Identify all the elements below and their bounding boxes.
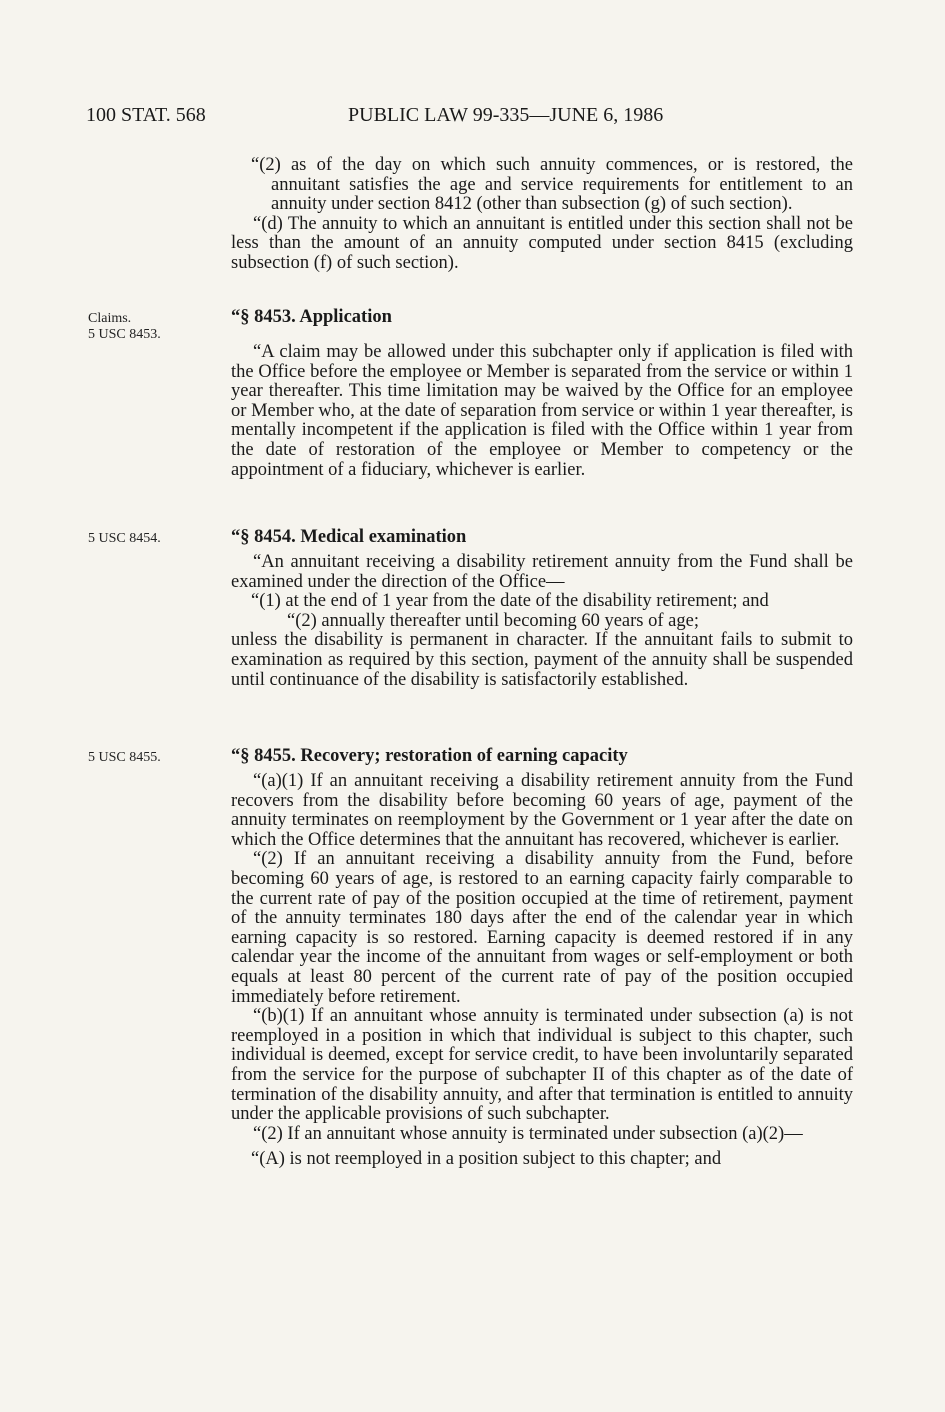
section-8455 bbox=[231, 746, 853, 1170]
section-8453 bbox=[231, 307, 853, 480]
page-header bbox=[86, 104, 855, 134]
paragraph-b2: “(2) If an annuitant whose annuity is terminated under subsection (a)(2)— bbox=[253, 1123, 803, 1144]
section-8454 bbox=[231, 527, 853, 690]
paragraph-b1: “(b)(1) If an annuitant whose annuity is terminated under subsection (a) is not reemployed in a position in which that individual is subject to this chapter, such individual is deemed, except for service credit, to have been involuntarily separated from the service for the purpose of subchapter II of this chapter as of the date of termination of the disability annuity, and after that termination is entitled to annuity under the applicable provisions of such subchapter. bbox=[231, 1006, 853, 1125]
paragraph-b2-A: “(A) is not reemployed in a position subject to this chapter; and bbox=[251, 1149, 722, 1170]
section-heading-8454: “§ 8454. Medical examination bbox=[231, 527, 467, 547]
paragraph-c2: “(2) as of the day on which such annuity commences, or is restored, the annuitant satisfies the age and service requirements for entitlement to an annuity under section 8412 (other than subsection (g) of such section). bbox=[251, 155, 853, 215]
paragraph-8454-intro: “An annuitant receiving a disability retirement annuity from the Fund shall be examined under the direction of the Office— bbox=[231, 552, 853, 592]
law-title-date: PUBLIC LAW 99-335—JUNE 6, 1986 bbox=[348, 104, 664, 126]
paragraph-8454-2: “(2) annually thereafter until becoming 60 years of age; bbox=[287, 610, 699, 631]
paragraph-a2: “(2) If an annuitant receiving a disability annuity from the Fund, before becoming 60 years of age, is restored to an earning capacity fairly comparable to the current rate of pay of the position occupied at the time of retirement, payment of the annuity terminates 180 days after the end of the calendar year in which earning capacity is so restored. Earning capacity is deemed restored if in any calendar year the income of the annuitant from wages or self-employment or both equals at least 80 percent of the current rate of pay of the position occupied immediately before retirement. bbox=[231, 849, 853, 1007]
margin-note-8455: 5 USC 8455. bbox=[88, 750, 161, 765]
paragraph-a1: “(a)(1) If an annuitant receiving a disability retirement annuity from the Fund recovers from the disability before becoming 60 years of age, payment of the annuity terminates on reemployment by the Government or 1 year after the date on which the Office determines that the annuitant has recovered, whichever is earlier. bbox=[231, 771, 853, 850]
stat-page-ref: 100 STAT. 568 bbox=[86, 104, 206, 126]
section-heading-8453: “§ 8453. Application bbox=[231, 307, 392, 327]
margin-note-claims: Claims. 5 USC 8453. bbox=[88, 311, 161, 342]
paragraph-8454-tail: unless the disability is permanent in character. If the annuitant fails to submit to examination as required by this section, payment of the annuity shall be suspended until continuance of the disability is satisfactorily established. bbox=[231, 630, 853, 690]
body-block-top bbox=[231, 156, 853, 274]
paragraph-d: “(d) The annuity to which an annuitant is entitled under this section shall not be less than the amount of an annuity computed under section 8415 (excluding subsection (f) of such section). bbox=[231, 213, 853, 273]
paragraph-8453: “A claim may be allowed under this subchapter only if application is filed with the Office before the employee or Member is separated from the service or within 1 year thereafter. This time limitation may be waived by the Office for an employee or Member who, at the date of separation from service or within 1 year thereafter, is mentally incompetent if the application is filed with the Office within 1 year from the date of restoration of the employee or Member to competency or the appointment of a fiduciary, whichever is earlier. bbox=[231, 342, 853, 480]
margin-note-8454: 5 USC 8454. bbox=[88, 531, 161, 546]
section-heading-8455: “§ 8455. Recovery; restoration of earning capacity bbox=[231, 746, 628, 766]
paragraph-8454-1: “(1) at the end of 1 year from the date of the disability retirement; and bbox=[251, 591, 769, 612]
